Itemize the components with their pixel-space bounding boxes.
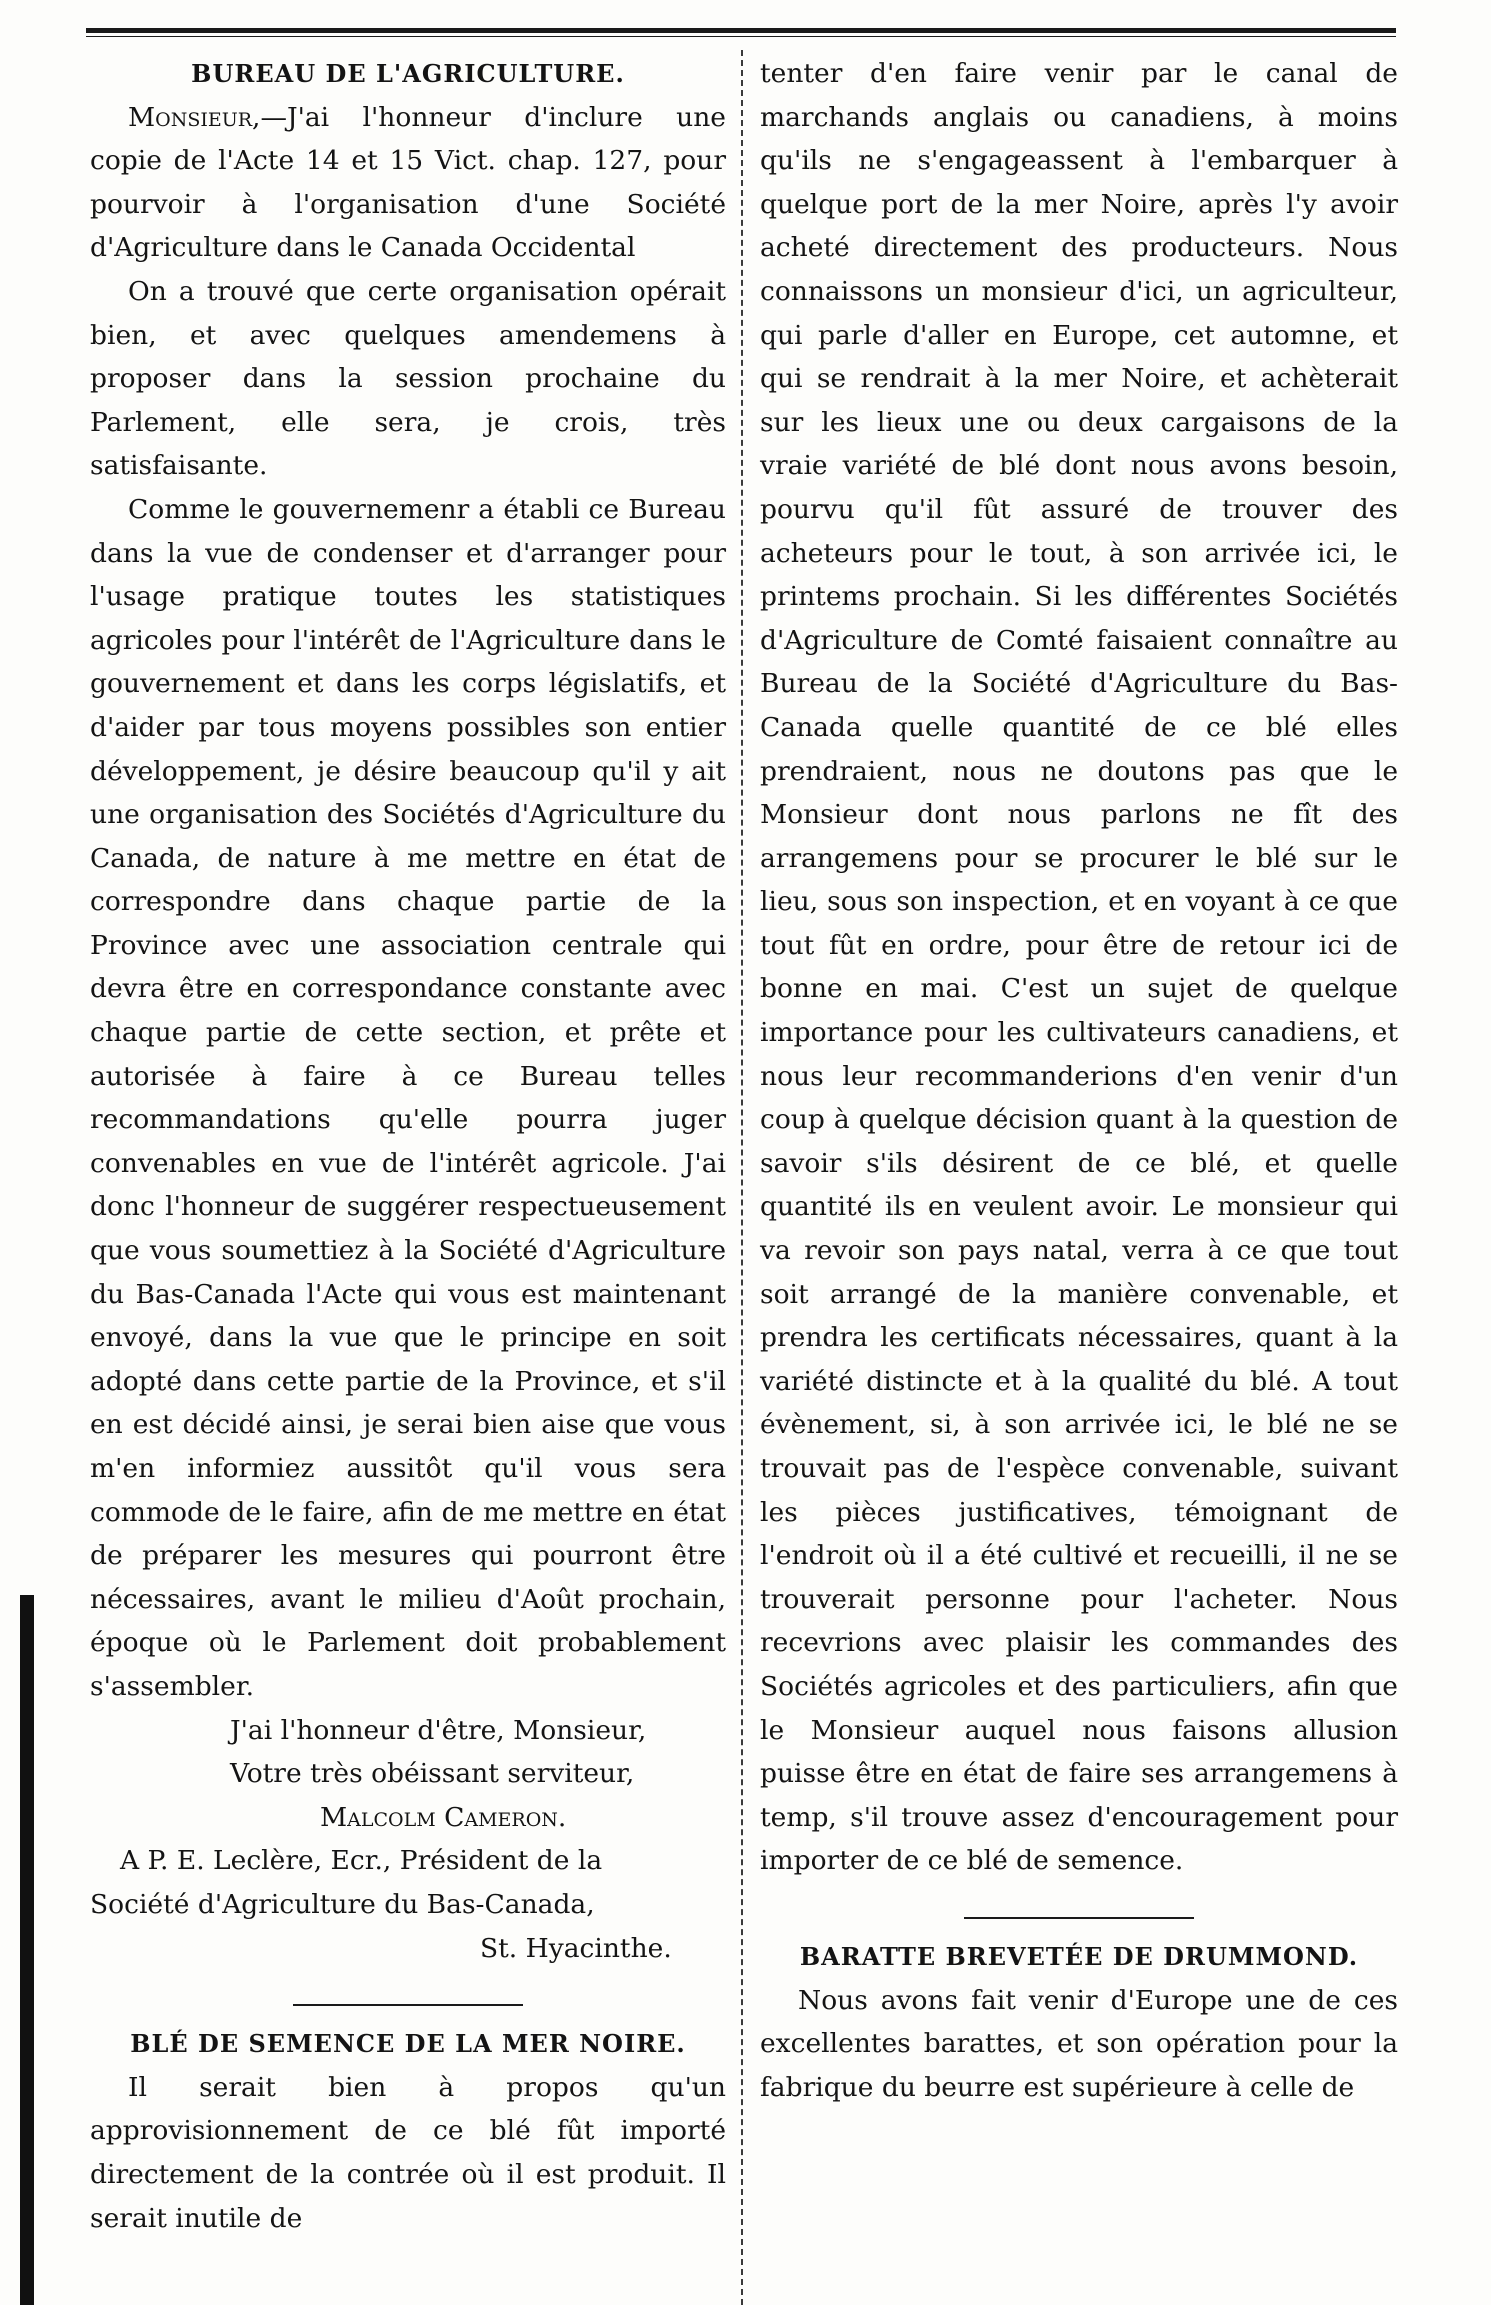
heading-baratte-drummond: BARATTE BREVETÉE DE DRUMMOND. — [799, 1941, 1359, 1971]
ble-paragraph: Il serait bien à propos qu'un approvisionnement de ce blé fût importé directement de la contrée où il est produit. Il serait inutile de — [90, 2071, 726, 2234]
closing-line-serviteur: Votre très obéissant serviteur, — [230, 1758, 635, 1790]
section-rule-left — [293, 2004, 523, 2006]
letter-paragraph-1-text: —J'ai l'honneur d'inclure une copie de l'Acte 14 et 15 Vict. chap. 127, pour pourvoir à l'organisation d'une Société d'Agriculture dans le Canada Occidental — [90, 101, 726, 264]
letter-paragraph-1 — [90, 96, 726, 270]
section-rule-right — [964, 1917, 1194, 1919]
addressee-line: A P. E. Leclère, Ecr., Président de la — [120, 1845, 603, 1877]
letter-paragraph-2: On a trouvé que certe organisation opérait bien, et avec quelques amendemens à proposer dans la session prochaine du Parlement, elle sera, je crois, très satisfaisante. — [90, 275, 726, 482]
closing-line-honneur: J'ai l'honneur d'être, Monsieur, — [230, 1714, 647, 1746]
scan-margin-bar — [20, 1595, 34, 2305]
ble-continuation-paragraph: tenter d'en faire venir par le canal de marchands anglais ou canadiens, à moins qu'ils ne s'engageassent à l'embarquer à quelque port de la mer Noire, après l'y avoir acheté directement des producteurs. Nous connaissons un monsieur d'ici, un agriculteur, qui parle d'aller en Europe, cet automne, et qui se rendrait à la mer Noire, et achèterait sur les lieux une ou deux cargaisons de la vraie variété de blé dont nous avons besoin, pourvu qu'il fût assuré de trouver des acheteurs pour le tout, à son arrivée ici, le printems prochain. Si les différentes Sociétés d'Agriculture de Comté faisaient connaître au Bureau de la Société d'Agriculture du Bas-Canada quelle quantité de ce blé elles prendraient, nous ne doutons pas que le Monsieur dont nous parlons ne fît des arrangemens pour se procurer le blé sur le lieu, sous son inspection, et en voyant à ce que tout fût en ordre, pour être de retour ici de bonne en mai. C'est un sujet de quelque importance pour les cultivateurs canadiens, et nous leur recommanderions d'en venir d'un coup à quelque décision quant à la question de savoir s'ils désirent de ce blé, et quelle quantité ils en veulent avoir. Le monsieur qui va revoir son pays natal, verra à ce que tout soit arrangé de la manière convenable, et prendra les certificats nécessaires, quant à la variété distincte et à la qualité du blé. A tout évènement, si, à son arrivée ici, le blé ne se trouvait pas de l'espèce convenable, suivant les pièces justificatives, témoignant de l'endroit où il a été cultivé et recueilli, il ne se trouverait personne pour l'acheter. Nous recevrions avec plaisir les commandes des Sociétés agricoles et des particuliers, afin que le Monsieur auquel nous faisons allusion puisse être en état de faire ses arrangemens à temp, s'il trouve assez d'encouragement pour importer de ce blé de semence. — [760, 58, 1398, 1877]
right-column — [760, 52, 1398, 2109]
letter-paragraph-3: Comme le gouvernemenr a établi ce Bureau dans la vue de condenser et d'arranger pour l'usage pratique toutes les statistiques agricoles pour l'intérêt de l'Agriculture dans le gouvernement et dans les corps législatifs, et d'aider par tous moyens possibles son entier développement, je désire beaucoup qu'il y ait une organisation des Sociétés d'Agriculture du Canada, de nature à me mettre en état de correspondre dans chaque partie de la Province avec une association centrale qui devra être en correspondance constante avec chaque partie de cette section, et prête et autorisée à faire à ce Bureau telles recommandations qu'elle pourra juger convenables en vue de l'intérêt agricole. J'ai donc l'honneur de suggérer respectueusement que vous soumettiez à la Société d'Agriculture du Bas-Canada l'Acte qui vous est maintenant envoyé, dans la vue que le principe en soit adopté dans cette partie de la Province, et s'il en est décidé ainsi, je serai bien aise que vous m'en informiez aussitôt qu'il vous sera commode de le faire, afin de me mettre en état de préparer les mesures qui pourront être nécessaires, avant le milieu d'Août prochain, époque où le Parlement doit probablement s'assembler. — [90, 493, 726, 1702]
top-double-rule — [86, 28, 1396, 37]
baratte-paragraph: Nous avons fait venir d'Europe une de ces excellentes barattes, et son opération pour la fabrique du beurre est supérieure à celle de — [760, 1984, 1398, 2103]
salutation: Monsieur, — [128, 101, 261, 133]
heading-ble-semence: BLÉ DE SEMENCE DE LA MER NOIRE. — [130, 2029, 686, 2059]
column-divider — [741, 50, 743, 2305]
addressee-society: Société d'Agriculture du Bas-Canada, — [90, 1888, 595, 1920]
addressee-place: St. Hyacinthe. — [480, 1932, 672, 1964]
signature-name: Malcolm Cameron. — [320, 1801, 567, 1833]
heading-bureau-agriculture: BUREAU DE L'AGRICULTURE. — [191, 59, 625, 88]
left-column — [90, 52, 726, 2240]
